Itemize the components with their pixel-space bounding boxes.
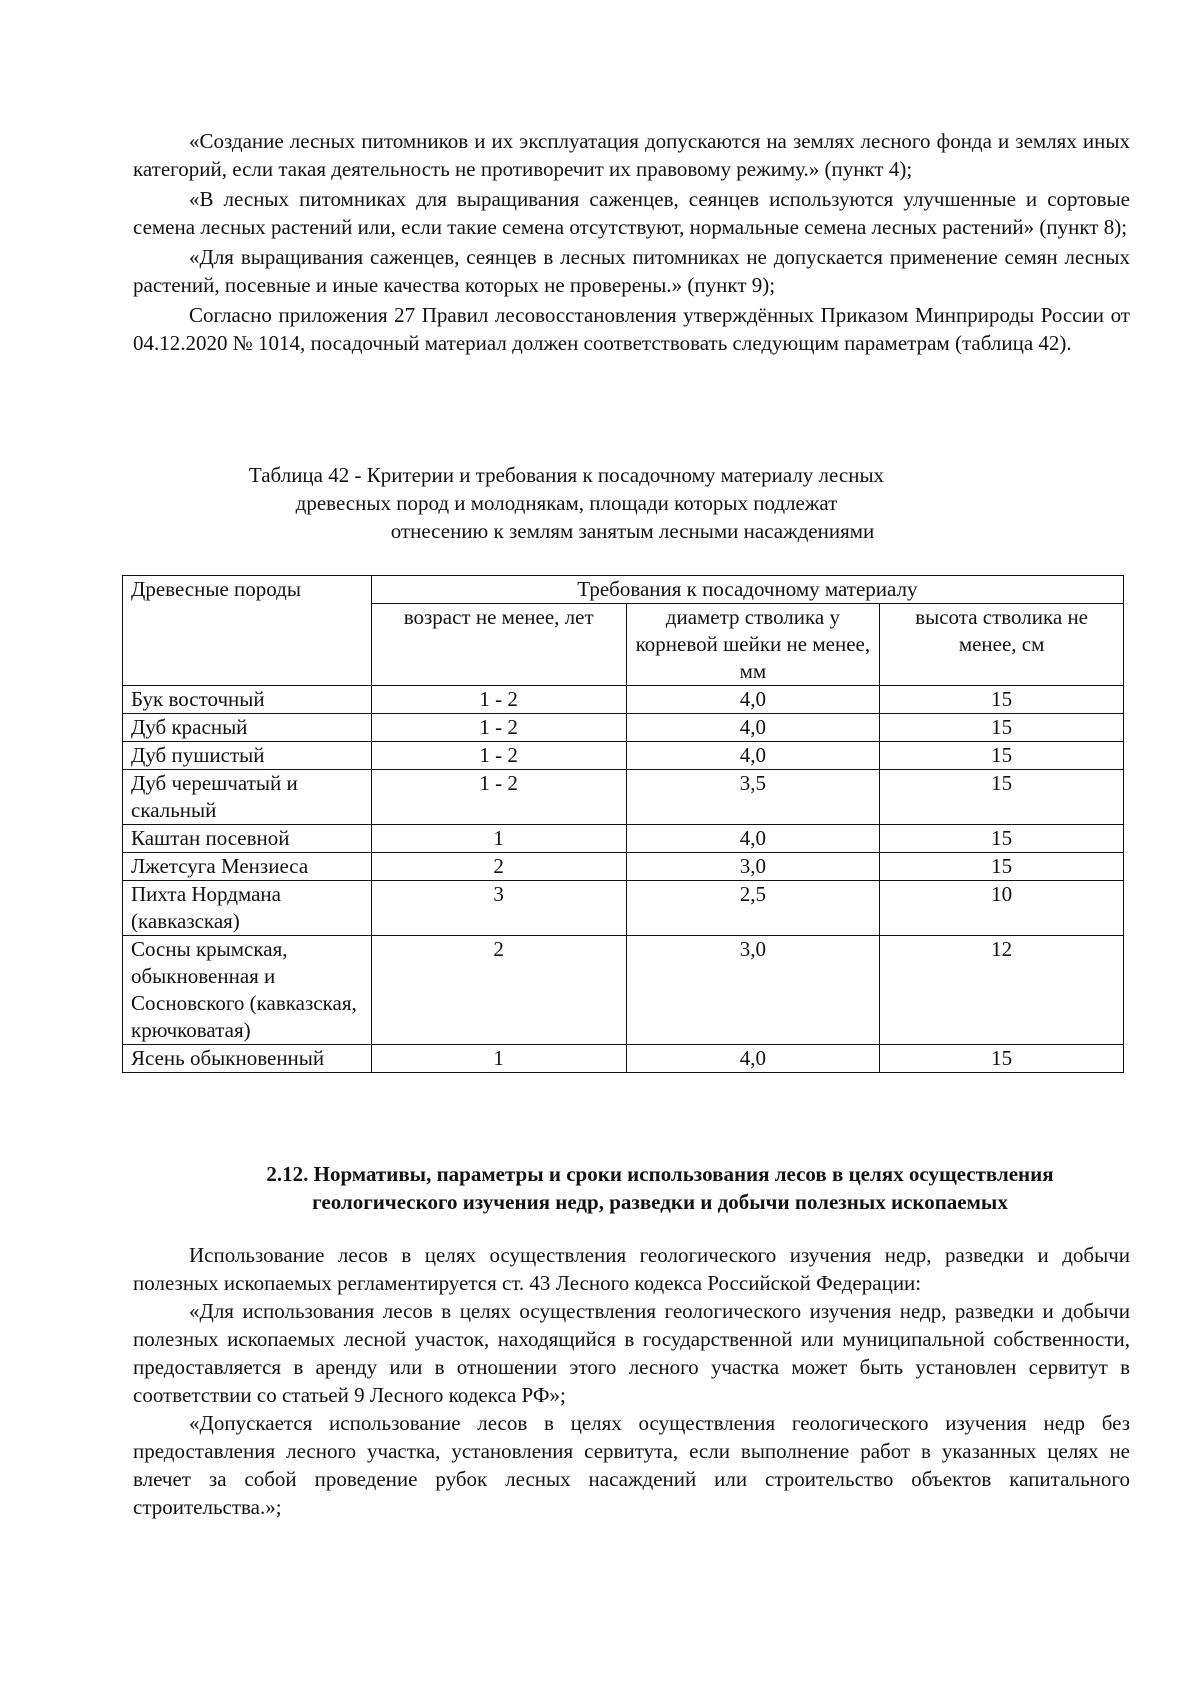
section-text bbox=[133, 1241, 1130, 1521]
paragraph-unchecked-seeds: «Для выращивания саженцев, сеянцев в лесных питомниках не допускается применение семян лесных растений, посевные и иные качества которых не проверены.» (пункт 9); bbox=[133, 245, 1130, 297]
section-heading-line-2: геологического изучения недр, разведки и добычи полезных ископаемых bbox=[312, 1190, 1008, 1214]
height-cell: 15 bbox=[880, 770, 1124, 825]
table-row bbox=[123, 742, 1124, 770]
age-cell: 1 - 2 bbox=[371, 770, 626, 825]
paragraph-no-plot-allowed: «Допускается использование лесов в целях осуществления геологического изучения недр без предоставления лесного участка, установления сервитута, если выполнение работ в указанных целях не влечет за собой проведение рубок лесных насаждений или строительство объектов капитального строительства.»; bbox=[133, 1411, 1130, 1519]
height-cell: 15 bbox=[880, 825, 1124, 853]
diameter-cell: 2,5 bbox=[626, 881, 880, 936]
species-cell: Дуб черешчатый и скальный bbox=[123, 770, 372, 825]
table-caption-line-2: древесных пород и молоднякам, площади которых подлежат bbox=[295, 491, 838, 515]
age-cell: 2 bbox=[371, 853, 626, 881]
species-cell: Лжетсуга Мензиеса bbox=[123, 853, 372, 881]
age-cell: 1 - 2 bbox=[371, 686, 626, 714]
diameter-cell: 3,0 bbox=[626, 853, 880, 881]
paragraph-improved-seeds: «В лесных питомниках для выращивания саженцев, сеянцев используются улучшенные и сортовые семена лесных растений или, если такие семена отсутствуют, нормальные семена лесных растений» (пункт 8); bbox=[133, 187, 1130, 239]
age-cell: 2 bbox=[371, 936, 626, 1045]
age-cell: 1 bbox=[371, 825, 626, 853]
species-column-header: Древесные породы bbox=[123, 576, 372, 686]
table-caption-line-3: отнесению к землям занятым лесными насаждениями bbox=[390, 519, 875, 543]
age-cell: 1 bbox=[371, 1045, 626, 1073]
height-cell: 10 bbox=[880, 881, 1124, 936]
table-row bbox=[123, 825, 1124, 853]
height-cell: 15 bbox=[880, 1045, 1124, 1073]
planting-material-table bbox=[122, 575, 1124, 1073]
species-cell: Дуб красный bbox=[123, 714, 372, 742]
species-cell: Бук восточный bbox=[123, 686, 372, 714]
table-caption-line-1: Таблица 42 - Критерии и требования к посадочному материалу лесных bbox=[248, 463, 885, 487]
species-cell: Сосны крымская, обыкновенная и Сосновского (кавказская, крючковатая) bbox=[123, 936, 372, 1045]
table-row bbox=[123, 936, 1124, 1045]
table-row bbox=[123, 881, 1124, 936]
age-cell: 3 bbox=[371, 881, 626, 936]
table-row bbox=[123, 1045, 1124, 1073]
table-row bbox=[123, 770, 1124, 825]
table-row bbox=[123, 853, 1124, 881]
paragraph-forest-code-article: Использование лесов в целях осуществления геологического изучения недр, разведки и добычи полезных ископаемых регламентируется ст. 43 Лесного кодекса Российской Федерации: bbox=[133, 1243, 1130, 1295]
section-heading bbox=[190, 1160, 1130, 1216]
height-cell: 12 bbox=[880, 936, 1124, 1045]
requirements-group-header: Требования к посадочному материалу bbox=[371, 576, 1123, 604]
age-column-header: возраст не менее, лет bbox=[371, 604, 626, 686]
species-cell: Ясень обыкновенный bbox=[123, 1045, 372, 1073]
section-heading-line-1: 2.12. Нормативы, параметры и сроки использования лесов в целях осуществления bbox=[266, 1162, 1054, 1186]
height-cell: 15 bbox=[880, 853, 1124, 881]
diameter-column-header: диаметр стволика у корневой шейки не менее, мм bbox=[626, 604, 880, 686]
table-row bbox=[123, 714, 1124, 742]
height-cell: 15 bbox=[880, 742, 1124, 770]
species-cell: Пихта Нордмана (кавказская) bbox=[123, 881, 372, 936]
species-cell: Дуб пушистый bbox=[123, 742, 372, 770]
diameter-cell: 3,5 bbox=[626, 770, 880, 825]
age-cell: 1 - 2 bbox=[371, 742, 626, 770]
species-cell: Каштан посевной bbox=[123, 825, 372, 853]
intro-text bbox=[133, 127, 1130, 359]
height-cell: 15 bbox=[880, 714, 1124, 742]
paragraph-lease-servitude: «Для использования лесов в целях осуществления геологического изучения недр, разведки и добычи полезных ископаемых лесной участок, находящийся в государственной или муниципальной собственности, предоставляется в аренду или в отношении этого лесного участка может быть установлен сервитут в соответствии со статьей 9 Лесного кодекса РФ»; bbox=[133, 1299, 1130, 1407]
diameter-cell: 4,0 bbox=[626, 686, 880, 714]
paragraph-reforestation-rules: Согласно приложения 27 Правил лесовосстановления утверждённых Приказом Минприроды России от 04.12.2020 № 1014, посадочный материал должен соответствовать следующим параметрам (таблица 42). bbox=[133, 303, 1130, 355]
height-cell: 15 bbox=[880, 686, 1124, 714]
diameter-cell: 4,0 bbox=[626, 1045, 880, 1073]
diameter-cell: 4,0 bbox=[626, 742, 880, 770]
table-caption bbox=[133, 461, 1130, 545]
diameter-cell: 4,0 bbox=[626, 714, 880, 742]
diameter-cell: 3,0 bbox=[626, 936, 880, 1045]
age-cell: 1 - 2 bbox=[371, 714, 626, 742]
diameter-cell: 4,0 bbox=[626, 825, 880, 853]
paragraph-nurseries-creation: «Создание лесных питомников и их эксплуатация допускаются на землях лесного фонда и землях иных категорий, если такая деятельность не противоречит их правовому режиму.» (пункт 4); bbox=[133, 129, 1130, 181]
table-row bbox=[123, 686, 1124, 714]
height-column-header: высота стволика не менее, см bbox=[880, 604, 1124, 686]
